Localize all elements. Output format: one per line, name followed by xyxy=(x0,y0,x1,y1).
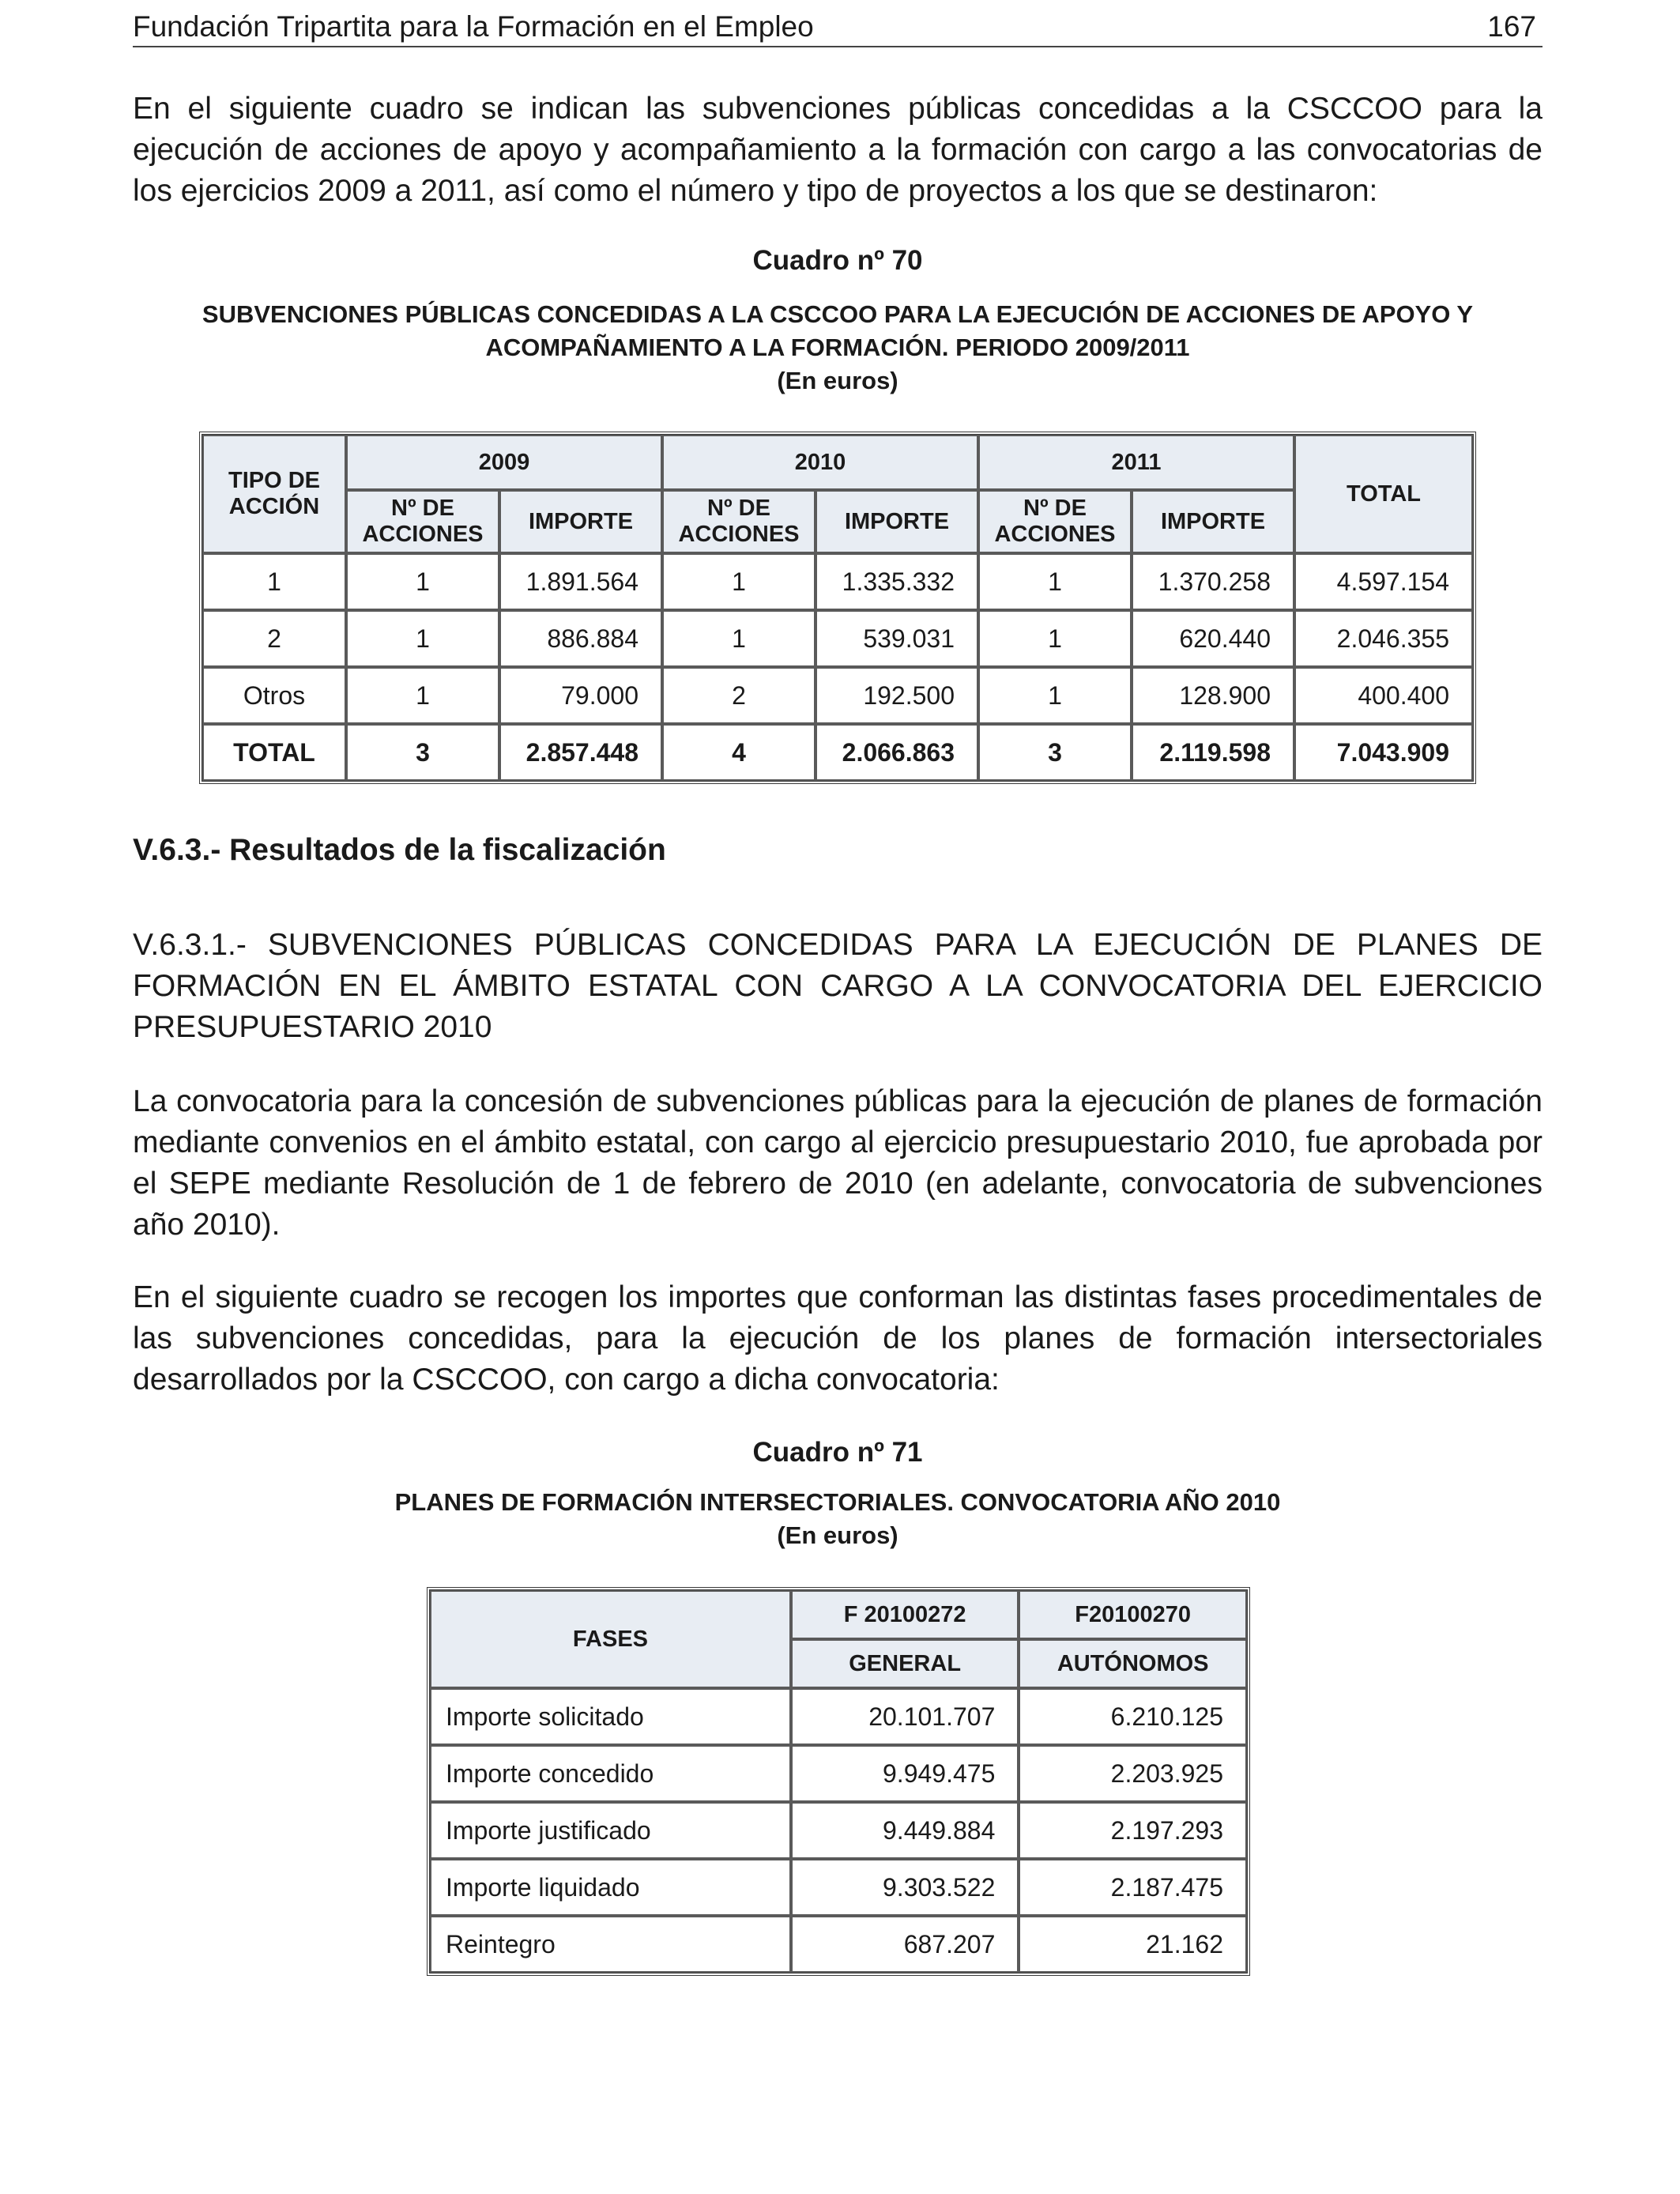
header-col2-code: F20100270 xyxy=(1019,1590,1247,1639)
row-tipo: 1 xyxy=(202,553,346,610)
header-year-2010: 2010 xyxy=(662,435,978,490)
cell-n-acciones: 1 xyxy=(346,667,499,724)
section-heading: V.6.3.- Resultados de la fiscalización xyxy=(133,833,666,867)
cell-n-acciones: 1 xyxy=(662,610,816,667)
row-label: Reintegro xyxy=(430,1916,791,1973)
header-importe: IMPORTE xyxy=(1132,490,1294,553)
table71 xyxy=(427,1587,1250,1976)
cell-general: 9.949.475 xyxy=(791,1745,1019,1802)
cell-n-acciones: 1 xyxy=(978,553,1132,610)
cell-n-acciones: 1 xyxy=(346,553,499,610)
header-n-acciones: Nº DE ACCIONES xyxy=(662,490,816,553)
header-year-2009: 2009 xyxy=(346,435,662,490)
table70-title-line1: SUBVENCIONES PÚBLICAS CONCEDIDAS A LA CSCCOO PARA LA EJECUCIÓN DE ACCIONES DE APOYO Y xyxy=(202,300,1474,328)
header-importe: IMPORTE xyxy=(499,490,662,553)
cell-importe: 2.066.863 xyxy=(816,724,978,781)
row-label: Importe solicitado xyxy=(430,1688,791,1745)
cell-importe: 539.031 xyxy=(816,610,978,667)
row-label: Importe justificado xyxy=(430,1802,791,1859)
header-n-acciones: Nº DE ACCIONES xyxy=(978,490,1132,553)
header-title: Fundación Tripartita para la Formación en el Empleo xyxy=(133,10,814,43)
table-row xyxy=(430,1802,1247,1859)
table-row xyxy=(430,1916,1247,1973)
cell-importe: 79.000 xyxy=(499,667,662,724)
table71-title: PLANES DE FORMACIÓN INTERSECTORIALES. CONVOCATORIA AÑO 2010 xyxy=(394,1488,1281,1516)
cell-total: 7.043.909 xyxy=(1294,724,1473,781)
cell-importe: 1.335.332 xyxy=(816,553,978,610)
table-row xyxy=(202,610,1473,667)
header-col1-code: F 20100272 xyxy=(791,1590,1019,1639)
row-label: Importe concedido xyxy=(430,1745,791,1802)
cell-importe: 620.440 xyxy=(1132,610,1294,667)
row-tipo: TOTAL xyxy=(202,724,346,781)
header-col2-name: AUTÓNOMOS xyxy=(1019,1639,1247,1688)
cell-importe: 2.119.598 xyxy=(1132,724,1294,781)
subsection-heading: V.6.3.1.- SUBVENCIONES PÚBLICAS CONCEDIDAS PARA LA EJECUCIÓN DE PLANES DE FORMACIÓN EN EL ÁMBITO ESTATAL CON CARGO A LA CONVOCATORIA DEL EJERCICIO PRESUPUESTARIO 2010 xyxy=(133,928,1543,1044)
cell-n-acciones: 1 xyxy=(978,610,1132,667)
paragraph-2: La convocatoria para la concesión de subvenciones públicas para la ejecución de planes de formación mediante convenios en el ámbito estatal, con cargo al ejercicio presupuestario 2010, fue aprobada por el SEPE mediante Resolución de 1 de febrero de 2010 (en adelante, convocatoria de subvenciones año 2010). xyxy=(133,1084,1543,1242)
cell-importe: 128.900 xyxy=(1132,667,1294,724)
header-tipo-accion: TIPO DE ACCIÓN xyxy=(202,435,346,553)
cell-n-acciones: 1 xyxy=(662,553,816,610)
cell-importe: 1.370.258 xyxy=(1132,553,1294,610)
header-importe: IMPORTE xyxy=(816,490,978,553)
cell-importe: 886.884 xyxy=(499,610,662,667)
document-page xyxy=(133,0,1543,1958)
cell-n-acciones: 2 xyxy=(662,667,816,724)
paragraph-3: En el siguiente cuadro se recogen los importes que conforman las distintas fases procedimentales de las subvenciones concedidas, para la ejecución de los planes de formación intersectoriales desarrollados por la CSCCOO, con cargo a dicha convocatoria: xyxy=(133,1280,1543,1397)
cell-n-acciones: 3 xyxy=(346,724,499,781)
cell-importe: 1.891.564 xyxy=(499,553,662,610)
page-number: 167 xyxy=(1487,10,1536,43)
cell-autonomos: 21.162 xyxy=(1019,1916,1247,1973)
cell-total: 4.597.154 xyxy=(1294,553,1473,610)
table-row xyxy=(430,1859,1247,1916)
cell-n-acciones: 4 xyxy=(662,724,816,781)
table-row xyxy=(430,1745,1247,1802)
table70-units: (En euros) xyxy=(777,367,898,394)
cell-n-acciones: 1 xyxy=(978,667,1132,724)
cell-general: 687.207 xyxy=(791,1916,1019,1973)
cell-total: 400.400 xyxy=(1294,667,1473,724)
table71-units: (En euros) xyxy=(777,1521,898,1549)
cell-n-acciones: 3 xyxy=(978,724,1132,781)
table70-number: Cuadro nº 70 xyxy=(752,245,923,276)
header-col1-name: GENERAL xyxy=(791,1639,1019,1688)
table-total-row xyxy=(202,724,1473,781)
cell-autonomos: 2.203.925 xyxy=(1019,1745,1247,1802)
row-label: Importe liquidado xyxy=(430,1859,791,1916)
row-tipo: 2 xyxy=(202,610,346,667)
cell-n-acciones: 1 xyxy=(346,610,499,667)
table-row xyxy=(202,667,1473,724)
table-row xyxy=(430,1688,1247,1745)
cell-total: 2.046.355 xyxy=(1294,610,1473,667)
cell-autonomos: 2.197.293 xyxy=(1019,1802,1247,1859)
header-total: TOTAL xyxy=(1294,435,1473,553)
cell-autonomos: 2.187.475 xyxy=(1019,1859,1247,1916)
cell-general: 9.303.522 xyxy=(791,1859,1019,1916)
header-year-2011: 2011 xyxy=(978,435,1294,490)
table71-number: Cuadro nº 71 xyxy=(752,1437,923,1468)
intro-paragraph: En el siguiente cuadro se indican las subvenciones públicas concedidas a la CSCCOO para la ejecución de acciones de apoyo y acompañamiento a la formación con cargo a las convocatorias de los ejercicios 2009 a 2011, así como el número y tipo de proyectos a los que se destinaron: xyxy=(133,92,1543,208)
page-header xyxy=(133,0,1543,47)
cell-importe: 192.500 xyxy=(816,667,978,724)
table-row xyxy=(202,553,1473,610)
row-tipo: Otros xyxy=(202,667,346,724)
header-fases: FASES xyxy=(430,1590,791,1688)
cell-general: 9.449.884 xyxy=(791,1802,1019,1859)
cell-importe: 2.857.448 xyxy=(499,724,662,781)
cell-autonomos: 6.210.125 xyxy=(1019,1688,1247,1745)
table70-title-line2: ACOMPAÑAMIENTO A LA FORMACIÓN. PERIODO 2009/2011 xyxy=(485,334,1190,361)
cell-general: 20.101.707 xyxy=(791,1688,1019,1745)
table70 xyxy=(199,432,1476,784)
header-n-acciones: Nº DE ACCIONES xyxy=(346,490,499,553)
